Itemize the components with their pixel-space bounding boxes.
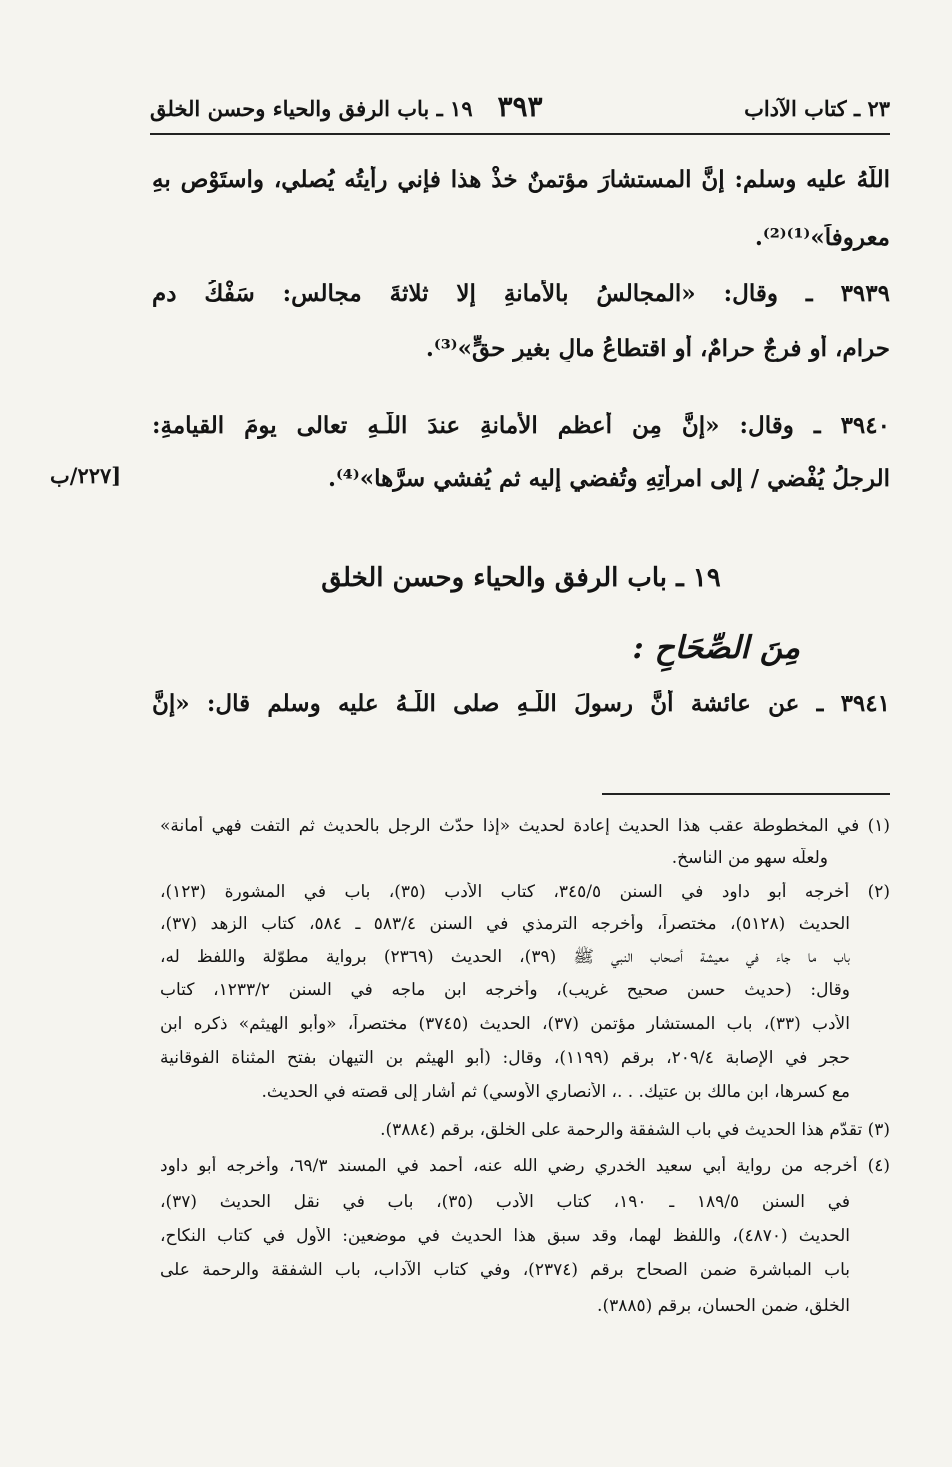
- header-chapter-title: ١٩ ـ باب الرفق والحياء وحسن الخلق: [150, 96, 473, 121]
- running-header: [150, 90, 890, 130]
- hadith-3941-line-1: ٣٩٤١ ـ عن عائشة أنَّ رسولَ اللَّـهِ صلى اللَّـهُ عليه وسلم قال: «إنَّ: [152, 690, 890, 717]
- footnote-4-line-4: باب المباشرة ضمن الصحاح برقم (٢٣٧٤)، وفي كتاب الآداب، باب الشفقة والرحمة على: [160, 1260, 850, 1280]
- footnote-1-line-2: ولعلّه سهو من الناسخ.: [671, 848, 828, 868]
- footnote-2-line-6: حجر في الإصابة ٢٠٩/٤، برقم (١١٩٩)، وقال: (أبو الهيثم بن التيهان بفتح المثناة الفوقانية: [160, 1048, 850, 1068]
- footnote-4-line-1: (٤) أخرجه من رواية أبي سعيد الخدري رضي الله عنه، أحمد في المسند ٦٩/٣، وأخرجه أبو داود: [160, 1156, 890, 1176]
- section-label-sihah: مِنَ الصِّحَاحِ :: [632, 630, 800, 666]
- footnote-4-line-2: في السنن ١٨٩/٥ ـ ١٩٠، كتاب الأدب (٣٥)، باب في نقل الحديث (٣٧)،: [160, 1192, 850, 1212]
- text-line-2: معروفاً»⁽¹⁾⁽²⁾.: [754, 224, 890, 251]
- header-divider: [150, 133, 890, 135]
- footnote-1-line-1: (١) في المخطوطة عقب هذا الحديث إعادة لحديث «إذا حدّث الرجل بالحديث ثم التفت فهي أمانة»: [160, 816, 890, 836]
- footnote-2-line-5: الأدب (٣٣)، باب المستشار مؤتمن (٣٧)، الحديث (٣٧٤٥) مختصراً، «وأبو الهيثم» ذكره ابن: [160, 1014, 850, 1034]
- footnote-2-line-4: وقال: (حديث حسن صحيح غريب)، وأخرجه ابن ماجه في السنن ١٢٣٣/٢، كتاب: [160, 980, 850, 1000]
- hadith-3940-line-1: ٣٩٤٠ ـ وقال: «إنَّ مِن أعظمِ الأمانةِ عندَ اللَّـهِ تعالى يومَ القيامةِ:: [152, 412, 890, 439]
- footnote-2-line-7: مع كسرها، ابن مالك بن عتيك. . .، الأنصاري الأوسي) ثم أشار إلى قصته في الحديث.: [261, 1082, 850, 1102]
- footnote-4-line-3: الحديث (٤٨٧٠)، واللفظ لهما، وقد سبق هذا الحديث في موضعين: الأول في كتاب النكاح،: [160, 1226, 850, 1246]
- chapter-heading: ١٩ ـ باب الرفق والحياء وحسن الخلق: [321, 563, 721, 593]
- hadith-3939-line-2: حرامٍ، أو فرجٌ حرامٌ، أو اقتطاعُ مالٍ بغيرِ حقٍّ»⁽³⁾.: [425, 335, 890, 362]
- footnote-3: (٣) تقدّم هذا الحديث في باب الشفقة والرحمة على الخلق، برقم (٣٨٨٤).: [380, 1120, 890, 1140]
- manuscript-folio-note: [٢٢٧/ب: [50, 463, 122, 488]
- page-number: ٣٩٣: [497, 90, 543, 123]
- footnote-2-line-2: الحديث (٥١٢٨)، مختصراً، وأخرجه الترمذي في السنن ٥٨٣/٤ ـ ٥٨٤، كتاب الزهد (٣٧)،: [160, 914, 850, 934]
- text-line-1: اللَّهُ عليه وسلم: إنَّ المستشارَ مؤتمنٌ خذْ هذا فإني رأيتُه يُصلي، واستَوْصِ بهِ: [152, 166, 890, 193]
- header-book-title: ٢٣ ـ كتاب الآداب: [744, 96, 890, 121]
- hadith-3939-line-1: ٣٩٣٩ ـ وقال: «المجالسُ بالأمانةِ إلا ثلاثةَ مجالسٍ: سَفْكُ دمٍ: [152, 280, 890, 307]
- footnote-2-line-1: (٢) أخرجه أبو داود في السنن ٣٤٥/٥، كتاب الأدب (٣٥)، باب في المشورة (١٢٣)،: [160, 882, 890, 902]
- footnote-4-line-5: الخلق، ضمن الحسان، برقم (٣٨٨٥).: [597, 1296, 850, 1316]
- hadith-3940-line-2: الرجلُ يُفْضي / إلى امرأتِهِ وتُفضي إليه ثم يُفشي سرَّها»⁽⁴⁾.: [327, 465, 890, 492]
- footnote-divider: [602, 793, 890, 795]
- footnote-2-line-3: باب ما جاء في معيشة أصحاب النبي ﷺ (٣٩)، الحديث (٢٣٦٩) برواية مطوّلة واللفظ له،: [160, 947, 850, 967]
